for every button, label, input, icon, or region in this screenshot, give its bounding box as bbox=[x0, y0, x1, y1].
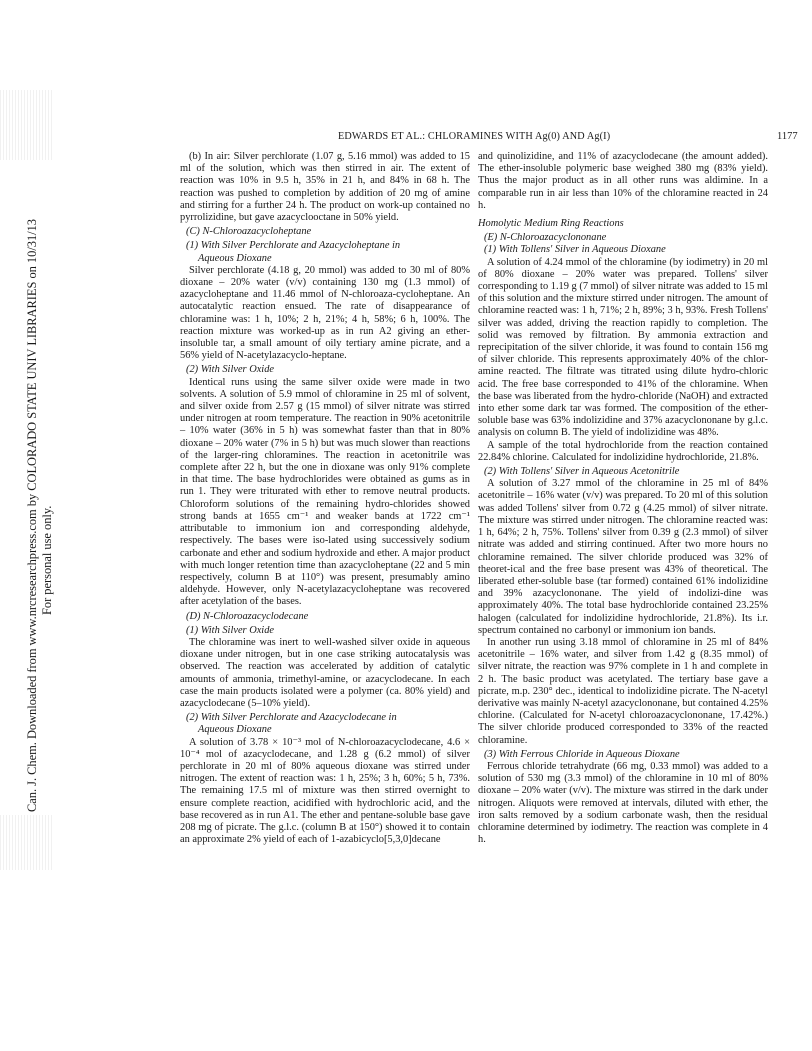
subsection-heading: (2) With Silver Perchlorate and Azacyclodecane in bbox=[186, 712, 397, 724]
paragraph: A solution of 3.78 × 10⁻³ mol of N-chloroazacyclodecane, 4.6 × 10⁻⁴ mol of azacyclodecane, and 1.28 g (6.2 mmol) of silver perchlorate in 20 ml of 80% aqueous dioxane was stirred under nitrogen. The extent of reaction was: 1 h, 25%; 3 h, 60%; 5 h, 73%. The remaining 17.5 ml of mixture was then stirred overnight to ensure complete reaction, acidified with hydrochloric acid, and the base recovered as in run A1. The ether and pentane-soluble base gave 208 mg of picrate. The g.l.c. (column B at 150°) showed it to contain an approximate 2% yield of each of 1-azabicyclo[5,3,0]decane bbox=[180, 736, 470, 846]
paragraph: In another run using 3.18 mmol of chloramine in 25 ml of 84% acetonitrile – 16% water, and silver from 1.42 g (8.35 mmol) of silver nitrate, the reaction was 97% complete in 1 h and complete in 2 h. The basic product was acetylated. The tertiary base gave a picrate, m.p. 230° dec., identical to indolizidine picrate. The N-acetyl derivative was mainly N-acetyl azacyclononane, but contained 4.25% chlorine. (Calculated for N-acetyl chloroazacyclononane, 17.42%.) The silver chloride produced corresponded to 33% of the reacted chloramine. bbox=[478, 636, 768, 746]
paragraph: Silver perchlorate (4.18 g, 20 mmol) was added to 30 ml of 80% dioxane – 20% water (v/v) containing 130 mg (1.3 mmol) of azacycloheptane and 11.46 mmol of N-chloroaza-cycloheptane. An autocatalytic reaction ensued. The rate of disappearance of chloramine was: 1 h, 10%; 2 h, 21%; 4 h, 58%; 6 h, 100%. The reaction mixture was worked-up as in run A2 giving an ether-insoluble tar, a small amount of oily tertiary amine picrate, and a 56% yield of N-acetylazacyclo-heptane. bbox=[180, 264, 470, 362]
right-column bbox=[478, 151, 768, 846]
scan-noise-bottom bbox=[0, 815, 52, 870]
section-heading: (C) N-Chloroazacycloheptane bbox=[186, 226, 312, 238]
running-title: EDWARDS ET AL.: CHLORAMINES WITH Ag(0) AND Ag(I) bbox=[338, 131, 611, 142]
watermark-text bbox=[25, 219, 55, 812]
subsection-heading: (3) With Ferrous Chloride in Aqueous Dioxane bbox=[484, 748, 680, 760]
subsection-heading: (2) With Tollens' Silver in Aqueous Acetonitrile bbox=[484, 466, 680, 478]
scan-noise-top bbox=[0, 90, 52, 160]
section-heading: (D) N-Chloroazacyclodecane bbox=[186, 610, 309, 622]
paragraph: Identical runs using the same silver oxide were made in two solvents. A solution of 5.9 mmol of chloramine in 25 ml of solvent, and silver oxide from 2.57 g (15 mmol) of silver nitrate was stirred under nitrogen at room temperature. The reaction in 90% acetonitrile – 10% water (36% in 5 h) was somewhat faster than that in 80% dioxane – 20% water (7% in 5 h) but was much slower than reactions of the larger-ring chloramines. The reaction in acetonitrile was complete after 22 h, but the one in dioxane was only 91% complete in that time. The base hydrochlorides were obtained as gums as in run 1. They were triturated with ether to remove neutral products. Chloroform solutions of the remaining hydro-chlorides showed strong bands at 1655 cm⁻¹ and weaker bands at 1722 cm⁻¹ attributable to immonium ion and corresponding aldehyde, respectively. The bases were iso-lated using successively sodium carbonate and ether and sodium hydroxide and ether. A major product with much longer retention time than azacycloheptane (22 and 5 min respectively, column B at 110°) was present, presumably amino aldehyde. However, only N-acetylazacycloheptane was recovered after acetylation of the bases. bbox=[180, 376, 470, 608]
subsection-heading: (1) With Silver Oxide bbox=[186, 624, 275, 636]
download-watermark bbox=[0, 162, 52, 812]
page-number: 1177 bbox=[777, 131, 798, 142]
section-title: Homolytic Medium Ring Reactions bbox=[478, 218, 624, 230]
paragraph: Ferrous chloride tetrahydrate (66 mg, 0.33 mmol) was added to a solution of 530 mg (3.3 mmol) of the chloramine in 10 ml of 80% dioxane – 20% water (v/v). The mixture was stirred in the dark under nitrogen. Aliquots were removed at intervals, diluted with ether, the iron salts removed by a sodium carbonate wash, then the residual chloramine determined by iodimetry. The reaction was complete in 4 h. bbox=[478, 760, 768, 846]
subsection-heading: (1) With Tollens' Silver in Aqueous Dioxane bbox=[484, 244, 666, 256]
paragraph: and quinolizidine, and 11% of azacyclodecane (the amount added). The ether-insoluble polymeric base weighed 380 mg (83% yield). Thus the major product as in all other runs was aldimine. In a comparable run in air less than 10% of the chloramine reacted in 24 h. bbox=[478, 151, 768, 211]
paragraph: (b) In air: Silver perchlorate (1.07 g, 5.16 mmol) was added to 15 ml of the solution, which was then stirred in air. The extent of reaction was 10% in 9.5 h, 35% in 21 h, and 84% in 68 h. The reaction was pushed to completion by addition of 20 mg of amine and stirring for a further 24 h. The product on work-up contained no pyrrolizidine, but gave azacyclooctane in 50% yield. bbox=[180, 151, 470, 224]
subsection-heading: (2) With Silver Oxide bbox=[186, 364, 275, 376]
watermark-line-2: For personal use only. bbox=[40, 505, 54, 615]
paragraph: A solution of 4.24 mmol of the chloramine (by iodimetry) in 20 ml of 80% dioxane – 20% water was prepared. Tollens' silver corresponding to 1.19 g (7 mmol) of silver nitrate was added to 15 ml of this solution and the mixture stirred under nitrogen. The amount of chloramine reacted was: 1 h, 71%; 2 h, 89%; 3 h, 93%. Fresh Tollens' silver was added, driving the reaction rapidly to completion. The solid was removed by filtration. By ammonia extraction and reprecipitation of the silver chloride, it was found to contain 156 mg of silver chloride. This represents approximately 40% of the chlor-amine reacted. The filtrate was titrated using dilute hydro-chloric acid. The free base corresponded to 41% of the chloramine. When the base was liberated from the hydro-chloride (NaOH) and extracted into ether some dark tar was formed. The composition of the ether-soluble base was 63% indolizidine and 37% azacyclononane by g.l.c. analysis on column B. The yield of indolizidine was 48%. bbox=[478, 256, 768, 439]
watermark-line-1: Can. J. Chem. Downloaded from www.nrcresearchpress.com by COLORADO STATE UNIV LIBRARIES on 10/31/13 bbox=[25, 219, 39, 812]
section-heading: (E) N-Chloroazacyclononane bbox=[484, 232, 607, 244]
subsection-heading-cont: Aqueous Dioxane bbox=[198, 252, 272, 264]
subsection-heading-cont: Aqueous Dioxane bbox=[198, 724, 272, 736]
paragraph: A sample of the total hydrochloride from the reaction contained 22.84% chlorine. Calculated for indolizidine hydrochloride, 21.8%. bbox=[478, 439, 768, 463]
paragraph: The chloramine was inert to well-washed silver oxide in aqueous dioxane under nitrogen, but in one case striking autocatalysis was observed. The reaction was accelerated by addition of catalytic amounts of ammonia, trimethyl-amine, or azacyclodecane. In each case the main products isolated were a polymer (ca. 80% yield) and azacyclodecane (5–10% yield). bbox=[180, 636, 470, 709]
subsection-heading: (1) With Silver Perchlorate and Azacycloheptane in bbox=[186, 240, 401, 252]
left-column bbox=[180, 151, 470, 846]
paragraph: A solution of 3.27 mmol of the chloramine in 25 ml of 84% acetonitrile – 16% water (v/v) was prepared. To 20 ml of this solution was added Tollens' silver from 0.72 g (4.25 mmol) of silver nitrate. The mixture was stirred under nitrogen. The chloramine reacted was: 1 h, 64%; 2 h, 75%. Tollens' silver from 0.39 g (2.3 mmol) of silver nitrate was added and stirring continued. After two more hours no chloramine remained. The silver chloride produced was 32% of theoret-ical and the free base present was 43% of theoretical. The liberated ether-soluble base (tar formed) contained 61% indolizidine and 39% azacyclononane. The yield of indolizi-dine was approximately 40%. The total base hydrochloride contained 23.25% halogen (calculated for indolizidine hydrochloride, 21.8%). Its i.r. spectrum contained no carbonyl or immonium ion bands. bbox=[478, 478, 768, 636]
